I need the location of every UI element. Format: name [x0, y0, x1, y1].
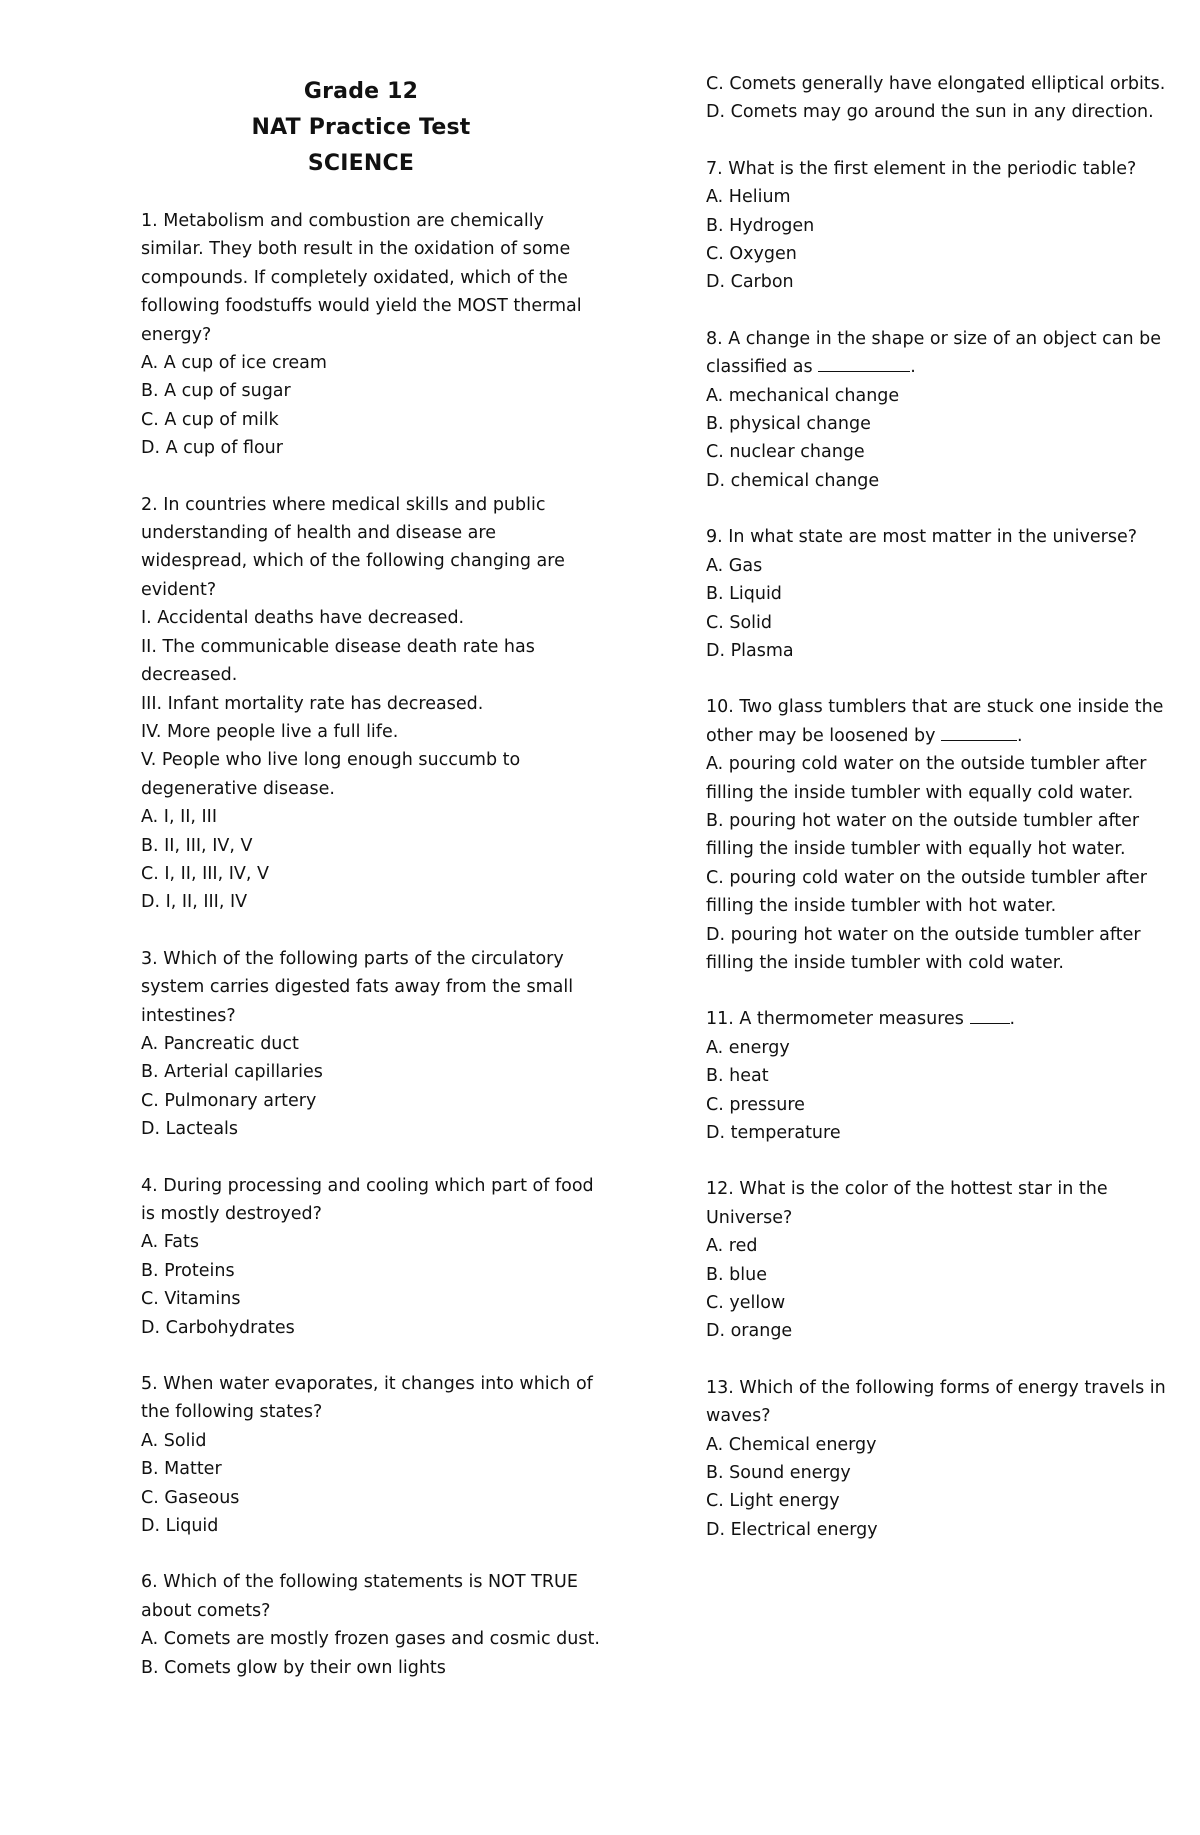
answer-option-a: A. red: [706, 1236, 758, 1257]
answer-option-b: B. Matter: [141, 1459, 222, 1480]
question-11: [706, 1005, 1166, 1147]
question-13: [706, 1374, 1166, 1544]
question-stem: [706, 325, 1166, 382]
stem-text: 11. A thermometer measures: [706, 1009, 964, 1030]
stem-text: 8. A change in the shape or size of an object can be classified as: [706, 328, 1162, 378]
answer-option-c: C. yellow: [706, 1293, 786, 1314]
answer-blank: [941, 725, 1017, 741]
answer-option-a: A. Helium: [706, 187, 791, 208]
question-4: [141, 1172, 601, 1342]
stem-end: .: [910, 357, 916, 378]
answer-option-c: C. A cup of milk: [141, 409, 279, 430]
question-7: [706, 155, 1166, 297]
statement-item: IV. More people live a full life.: [141, 721, 399, 742]
subject-title: SCIENCE: [307, 151, 415, 176]
answer-option-a: A. mechanical change: [706, 385, 900, 406]
stem-text: 10. Two glass tumblers that are stuck one inside the other may be loosened by: [706, 697, 1164, 746]
answer-option-d: D. Lacteals: [141, 1119, 239, 1140]
answer-option-b: B. II, III, IV, V: [141, 835, 253, 856]
answer-option-c: C. Comets generally have elongated elliptical orbits.: [706, 74, 1166, 94]
answer-option-b: B. Sound energy: [706, 1463, 851, 1484]
answer-option-d: D. A cup of flour: [141, 438, 283, 459]
question-stem: 3. Which of the following parts of the circulatory system carries digested fats away from the small intestines?: [141, 948, 574, 1026]
question-stem: 4. During processing and cooling which part of food is mostly destroyed?: [141, 1175, 594, 1224]
question-9: [706, 523, 1166, 665]
answer-option-d: D. pouring hot water on the outside tumbler after filling the inside tumbler with cold water.: [706, 924, 1141, 973]
answer-option-d: D. chemical change: [706, 470, 880, 491]
answer-option-b: B. Comets glow by their own lights: [141, 1657, 446, 1678]
answer-option-c: C. Oxygen: [706, 244, 797, 265]
question-2: [141, 491, 601, 917]
stem-end: .: [1009, 1009, 1016, 1030]
question-5: [141, 1370, 601, 1540]
answer-option-d: D. temperature: [706, 1123, 841, 1143]
answer-option-d: D. Electrical energy: [706, 1519, 878, 1540]
question-8: [706, 325, 1166, 495]
answer-option-a: A. Comets are mostly frozen gases and cosmic dust.: [141, 1629, 600, 1650]
question-stem: 9. In what state are most matter in the universe?: [706, 527, 1138, 548]
test-title: NAT Practice Test: [251, 115, 471, 140]
answer-option-b: B. heat: [706, 1066, 769, 1087]
question-12: [706, 1175, 1166, 1345]
question-stem: 7. What is the first element in the periodic table?: [706, 158, 1137, 179]
answer-option-b: B. Hydrogen: [706, 215, 815, 236]
question-stem: 12. What is the color of the hottest star in the Universe?: [706, 1179, 1108, 1228]
answer-option-d: D. I, II, III, IV: [141, 892, 248, 913]
answer-option-c: C. Pulmonary artery: [141, 1090, 317, 1111]
question-stem: 1. Metabolism and combustion are chemically similar. They both result in the oxidation of some compounds. If completely oxidated, which of the following foodstuffs would yield the MOST thermal energy?: [141, 211, 582, 345]
answer-option-c: C. Vitamins: [141, 1289, 241, 1310]
answer-option-c: C. Solid: [706, 612, 772, 633]
question-10: [706, 693, 1166, 977]
answer-option-d: D. Carbohydrates: [141, 1317, 295, 1338]
answer-option-a: A. I, II, III: [141, 807, 218, 828]
answer-option-b: B. pouring hot water on the outside tumbler after filling the inside tumbler with equally hot water.: [706, 810, 1140, 860]
question-stem: [706, 1005, 1166, 1033]
stem-end: .: [1017, 725, 1023, 746]
answer-option-b: B. Arterial capillaries: [141, 1062, 323, 1083]
answer-option-b: B. Proteins: [141, 1260, 235, 1281]
answer-option-b: B. A cup of sugar: [141, 381, 291, 402]
statement-item: II. The communicable disease death rate has decreased.: [141, 636, 535, 686]
answer-blank: [970, 1008, 1010, 1024]
grade-title: Grade 12: [303, 79, 419, 104]
answer-option-c: C. I, II, III, IV, V: [141, 863, 269, 884]
question-stem: 13. Which of the following forms of energy travels in waves?: [706, 1377, 1166, 1427]
question-stem: [706, 693, 1166, 750]
left-column: [141, 0, 601, 1710]
statement-item: III. Infant mortality rate has decreased.: [141, 693, 484, 714]
answer-blank: [818, 356, 910, 372]
answer-option-a: A. energy: [706, 1037, 790, 1058]
answer-option-d: D. orange: [706, 1321, 793, 1342]
answer-option-a: A. Gas: [706, 555, 763, 576]
answer-option-c: C. Light energy: [706, 1491, 840, 1512]
answer-option-d: D. Carbon: [706, 272, 794, 293]
answer-option-d: D. Comets may go around the sun in any direction.: [706, 102, 1154, 123]
answer-option-a: A. Solid: [141, 1430, 207, 1451]
answer-option-c: C. pressure: [706, 1094, 805, 1115]
question-stem: 2. In countries where medical skills and public understanding of health and disease are widespread, which of the following changing are evident?: [141, 494, 565, 600]
answer-option-a: A. Pancreatic duct: [141, 1033, 299, 1054]
question-1: [141, 207, 601, 463]
question-stem: 6. Which of the following statements is NOT TRUE about comets?: [141, 1572, 578, 1621]
answer-option-a: A. A cup of ice cream: [141, 353, 327, 374]
answer-option-b: B. physical change: [706, 414, 871, 435]
answer-option-d: D. Liquid: [141, 1516, 219, 1537]
answer-option-d: D. Plasma: [706, 640, 794, 661]
page-header: [141, 74, 581, 182]
answer-option-c: C. Gaseous: [141, 1487, 240, 1508]
right-column: [706, 0, 1166, 1572]
statement-item: V. People who live long enough succumb to degenerative disease.: [141, 750, 521, 799]
answer-option-b: B. blue: [706, 1264, 767, 1285]
question-6: [141, 1568, 601, 1682]
answer-option-c: C. pouring cold water on the outside tumbler after filling the inside tumbler with hot water.: [706, 867, 1147, 917]
answer-option-c: C. nuclear change: [706, 442, 865, 463]
question-stem: 5. When water evaporates, it changes into which of the following states?: [141, 1374, 593, 1423]
question-6-continued: [706, 70, 1166, 127]
answer-option-a: A. pouring cold water on the outside tumbler after filling the inside tumbler with equally cold water.: [706, 754, 1147, 803]
question-3: [141, 945, 601, 1144]
answer-option-a: A. Chemical energy: [706, 1434, 877, 1455]
statement-item: I. Accidental deaths have decreased.: [141, 608, 465, 629]
answer-option-a: A. Fats: [141, 1232, 199, 1253]
answer-option-b: B. Liquid: [706, 584, 782, 605]
